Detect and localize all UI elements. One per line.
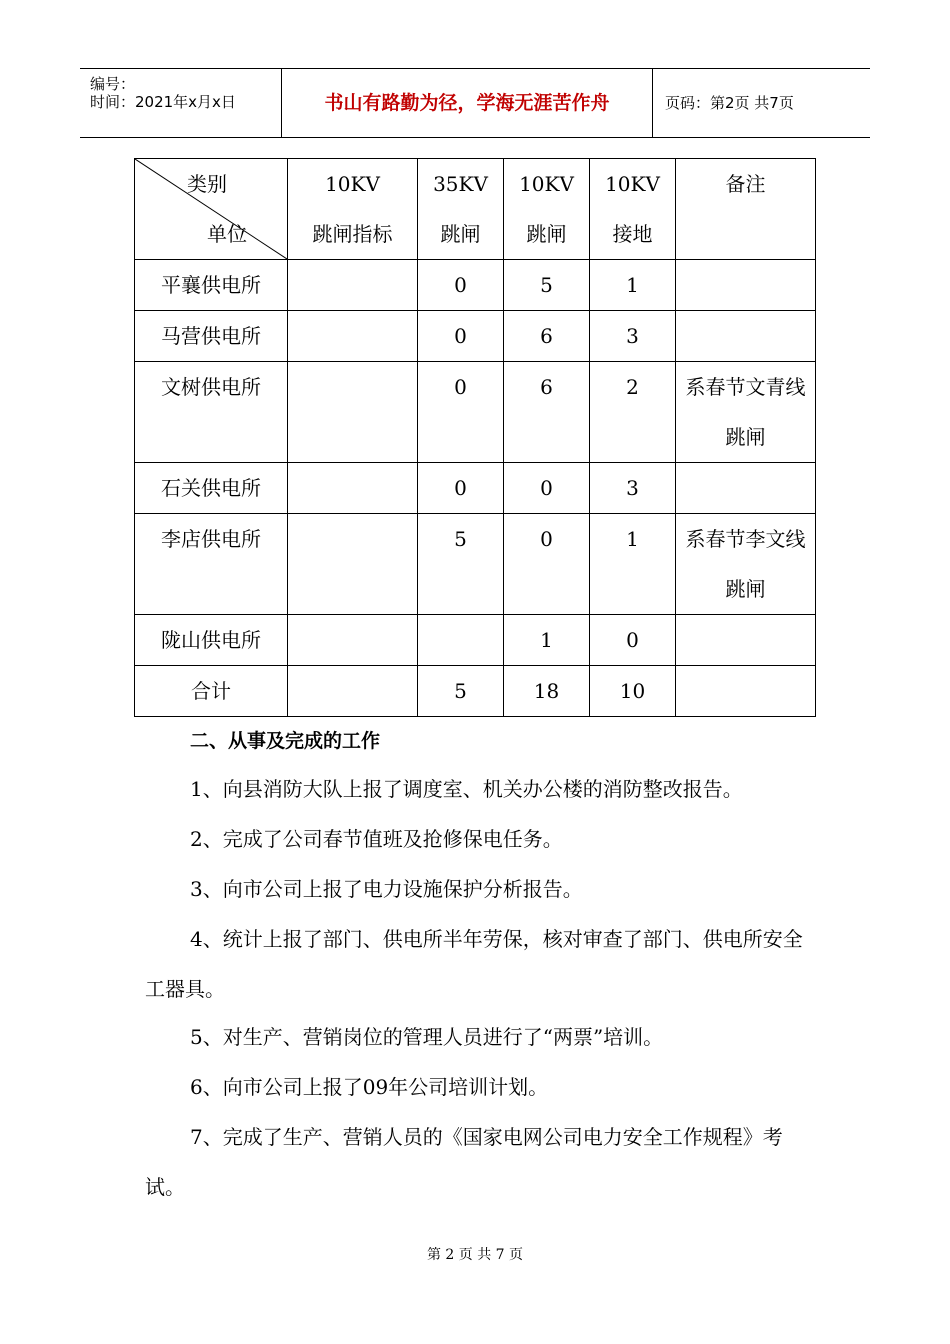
ground-cell: 1 [590,260,676,311]
corner-cell [135,159,288,260]
kv35-cell: 0 [418,362,504,463]
list-item: 3、向市公司上报了电力设施保护分析报告。 [190,877,583,901]
table-row [135,311,816,362]
kv35-cell: 0 [418,311,504,362]
header-page-info: 页码：第2页 共7页 [665,94,794,112]
table-row [135,260,816,311]
kv10-cell: 0 [504,463,590,514]
list-item: 2、完成了公司春节值班及抢修保电任务。 [190,827,563,851]
remark-cell [676,260,816,311]
index-cell [288,514,418,615]
unit-cell: 陇山供电所 [135,615,288,666]
column-header-line1: 10KV [519,172,574,196]
column-header-line1: 35KV [433,172,488,196]
ground-cell: 2 [590,362,676,463]
table-row [135,615,816,666]
column-header [288,159,418,260]
remark-cell [676,463,816,514]
index-cell [288,463,418,514]
column-header [418,159,504,260]
time-label: 时间：2021年x月x日 [90,93,236,111]
remark-cell: 系春节李文线跳闸 [676,514,816,615]
corner-category-label: 类别 [187,172,227,196]
column-header-line2: 跳闸 [440,222,481,246]
table-total-row [135,666,816,717]
remark-cell [676,311,816,362]
list-item: 6、向市公司上报了09年公司培训计划。 [190,1075,549,1099]
column-header-line1: 备注 [725,172,766,196]
ground-cell: 3 [590,311,676,362]
number-label: 编号： [90,75,136,93]
ground-cell: 10 [590,666,676,717]
page-header [80,68,870,138]
index-cell [288,362,418,463]
trip-statistics-table [134,158,816,717]
remark-cell [676,615,816,666]
index-cell [288,311,418,362]
table-row [135,463,816,514]
kv35-cell: 0 [418,463,504,514]
index-cell [288,666,418,717]
remark-cell: 系春节文青线跳闸 [676,362,816,463]
kv35-cell: 0 [418,260,504,311]
column-header-line2: 跳闸指标 [312,222,393,246]
kv35-cell: 5 [418,666,504,717]
column-header-line1: 10KV [605,172,660,196]
kv35-cell [418,615,504,666]
ground-cell: 3 [590,463,676,514]
unit-cell: 马营供电所 [135,311,288,362]
unit-cell: 石关供电所 [135,463,288,514]
header-motto: 书山有路勤为径，学海无涯苦作舟 [282,69,653,137]
unit-cell: 文树供电所 [135,362,288,463]
column-header [676,159,816,260]
ground-cell: 0 [590,615,676,666]
column-header-line2: 接地 [612,222,653,246]
kv10-cell: 6 [504,362,590,463]
kv35-cell: 5 [418,514,504,615]
kv10-cell: 18 [504,666,590,717]
index-cell [288,260,418,311]
index-cell [288,615,418,666]
kv10-cell: 5 [504,260,590,311]
column-header [504,159,590,260]
kv10-cell: 0 [504,514,590,615]
unit-cell: 平襄供电所 [135,260,288,311]
unit-cell: 李店供电所 [135,514,288,615]
ground-cell: 1 [590,514,676,615]
column-header-line2: 跳闸 [526,222,567,246]
header-meta [80,69,282,137]
corner-unit-label: 单位 [207,222,247,246]
list-item: 7、完成了生产、营销人员的《国家电网公司电力安全工作规程》考试。 [145,1125,783,1199]
page-footer: 第 2 页 共 7 页 [426,1247,524,1263]
table-row [135,514,816,615]
list-item: 1、向县消防大队上报了调度室、机关办公楼的消防整改报告。 [190,777,743,801]
unit-cell: 合计 [135,666,288,717]
table-row [135,362,816,463]
section-heading: 二、从事及完成的工作 [190,730,381,752]
list-item: 5、对生产、营销岗位的管理人员进行了“两票”培训。 [190,1025,664,1049]
list-item: 4、统计上报了部门、供电所半年劳保，核对审查了部门、供电所安全工器具。 [145,927,803,1001]
column-header-line1: 10KV [325,172,380,196]
kv10-cell: 1 [504,615,590,666]
column-header [590,159,676,260]
kv10-cell: 6 [504,311,590,362]
remark-cell [676,666,816,717]
table-header-row [135,159,816,260]
